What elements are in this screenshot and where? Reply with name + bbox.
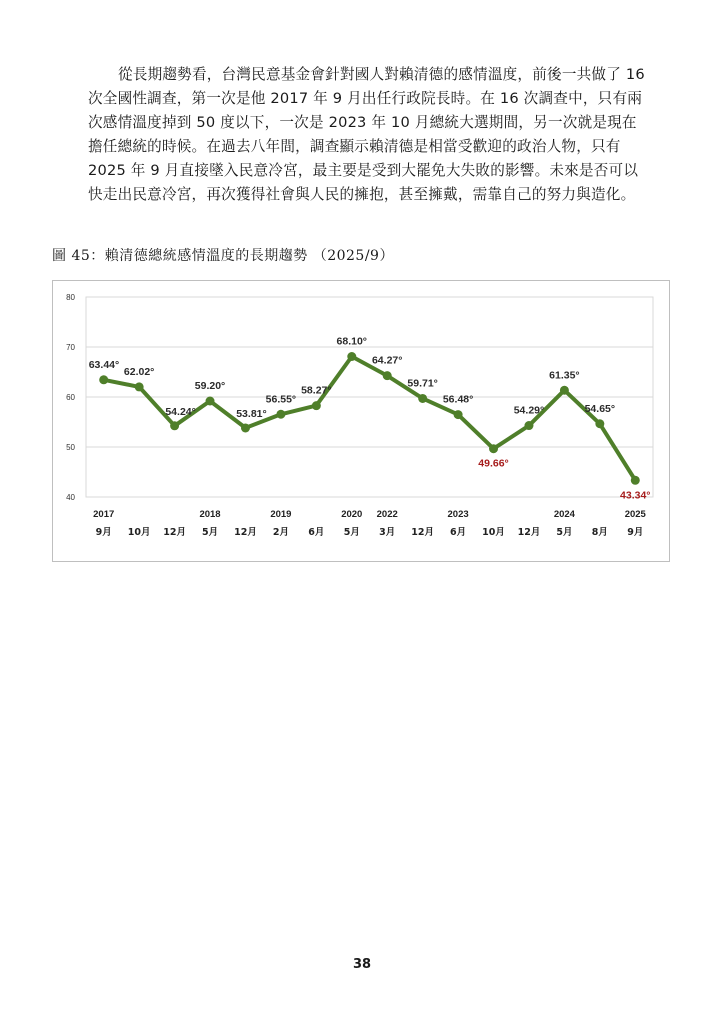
- data-label: 56.48°: [442, 393, 474, 406]
- data-label: 54.24°: [165, 405, 196, 418]
- data-label: 59.71°: [407, 377, 438, 390]
- page-number: 38: [352, 957, 372, 972]
- x-tick-label: 12月: [234, 527, 257, 538]
- x-tick-label: 10月: [127, 527, 151, 538]
- x-tick-label: 9月: [95, 527, 112, 538]
- x-year-label: 2022: [376, 509, 398, 520]
- x-tick-label: 12月: [163, 527, 186, 538]
- x-tick-label: 6月: [450, 527, 467, 538]
- intro-paragraph: [88, 63, 648, 207]
- x-tick-label: 6月: [308, 527, 325, 538]
- data-label: 53.81°: [236, 407, 267, 420]
- data-label: 63.44°: [88, 358, 120, 371]
- data-point: [454, 410, 463, 419]
- data-point: [135, 382, 144, 391]
- x-year-label: 2024: [553, 509, 575, 520]
- data-point: [560, 386, 569, 395]
- data-label: 49.66°: [478, 457, 509, 470]
- x-tick-label: 12月: [411, 527, 435, 538]
- data-label: 59.20°: [194, 380, 226, 392]
- paragraph-text: 從長期趨勢看，台灣民意基金會針對國人對賴清德的感情溫度，前後一共做了 16 次全國性調查，第一次是他 2017 年 9 月出任行政院長時。在 16 次調查中，只有兩次感情溫度掉到 50 度以下，一次是 2023 年 10 月總統大選期間，另一次就是現在擔任總統的時候。在過去八年間，調查顯示賴清德是相當受歡迎的政治人物，只有 2025 年 9 月直接墜入民意冷宮，最主要是受到大罷免大失敗的影響。未來是否可以快走出民意冷宮，再次獲得社會與人民的擁抱，甚至擁戴，需靠自己的努力與造化。: [88, 66, 645, 203]
- data-label: 62.02°: [123, 365, 155, 378]
- x-tick-label: 10月: [482, 527, 505, 538]
- y-tick-label: 80: [66, 293, 75, 302]
- x-year-label: 2017: [93, 509, 115, 520]
- figure-caption: 圖 45：賴清德總統感情溫度的長期趨勢 （2025/9）: [52, 248, 394, 264]
- x-tick-label: 5月: [343, 527, 360, 538]
- x-tick-label: 12月: [517, 527, 541, 538]
- y-tick-label: 50: [66, 443, 75, 452]
- x-tick-label: 9月: [627, 527, 644, 538]
- data-label: 61.35°: [549, 369, 580, 382]
- data-point: [347, 352, 356, 361]
- x-year-label: 2020: [341, 509, 363, 520]
- x-tick-label: 2月: [272, 527, 289, 538]
- data-point: [631, 476, 640, 485]
- data-point: [383, 371, 392, 380]
- data-point: [276, 410, 285, 419]
- x-year-label: 2023: [447, 509, 469, 520]
- data-label: 54.65°: [584, 402, 616, 415]
- data-point: [206, 397, 215, 406]
- x-year-label: 2019: [270, 509, 292, 520]
- x-tick-label: 5月: [556, 527, 573, 538]
- y-tick-label: 60: [66, 393, 75, 402]
- data-point: [312, 401, 321, 410]
- data-point: [418, 394, 427, 403]
- data-point: [524, 421, 533, 430]
- x-tick-label: 5月: [201, 527, 219, 538]
- data-point: [241, 423, 250, 432]
- chart-frame: [52, 280, 670, 562]
- line-chart: [53, 281, 671, 563]
- data-label: 64.27°: [371, 354, 403, 367]
- y-tick-label: 40: [66, 493, 75, 502]
- y-tick-label: 70: [66, 343, 75, 352]
- data-label: 58.27°: [301, 384, 332, 397]
- data-label: 54.29°: [513, 404, 545, 417]
- x-tick-label: 3月: [379, 527, 396, 538]
- data-label: 68.10°: [336, 335, 368, 348]
- x-tick-label: 8月: [591, 527, 608, 538]
- data-point: [595, 419, 604, 428]
- data-point: [489, 444, 498, 453]
- data-label: 43.34°: [620, 489, 651, 502]
- data-point: [99, 375, 108, 384]
- x-year-label: 2025: [624, 509, 646, 520]
- data-label: 56.55°: [265, 393, 297, 406]
- data-point: [170, 421, 179, 430]
- x-year-label: 2018: [199, 509, 221, 520]
